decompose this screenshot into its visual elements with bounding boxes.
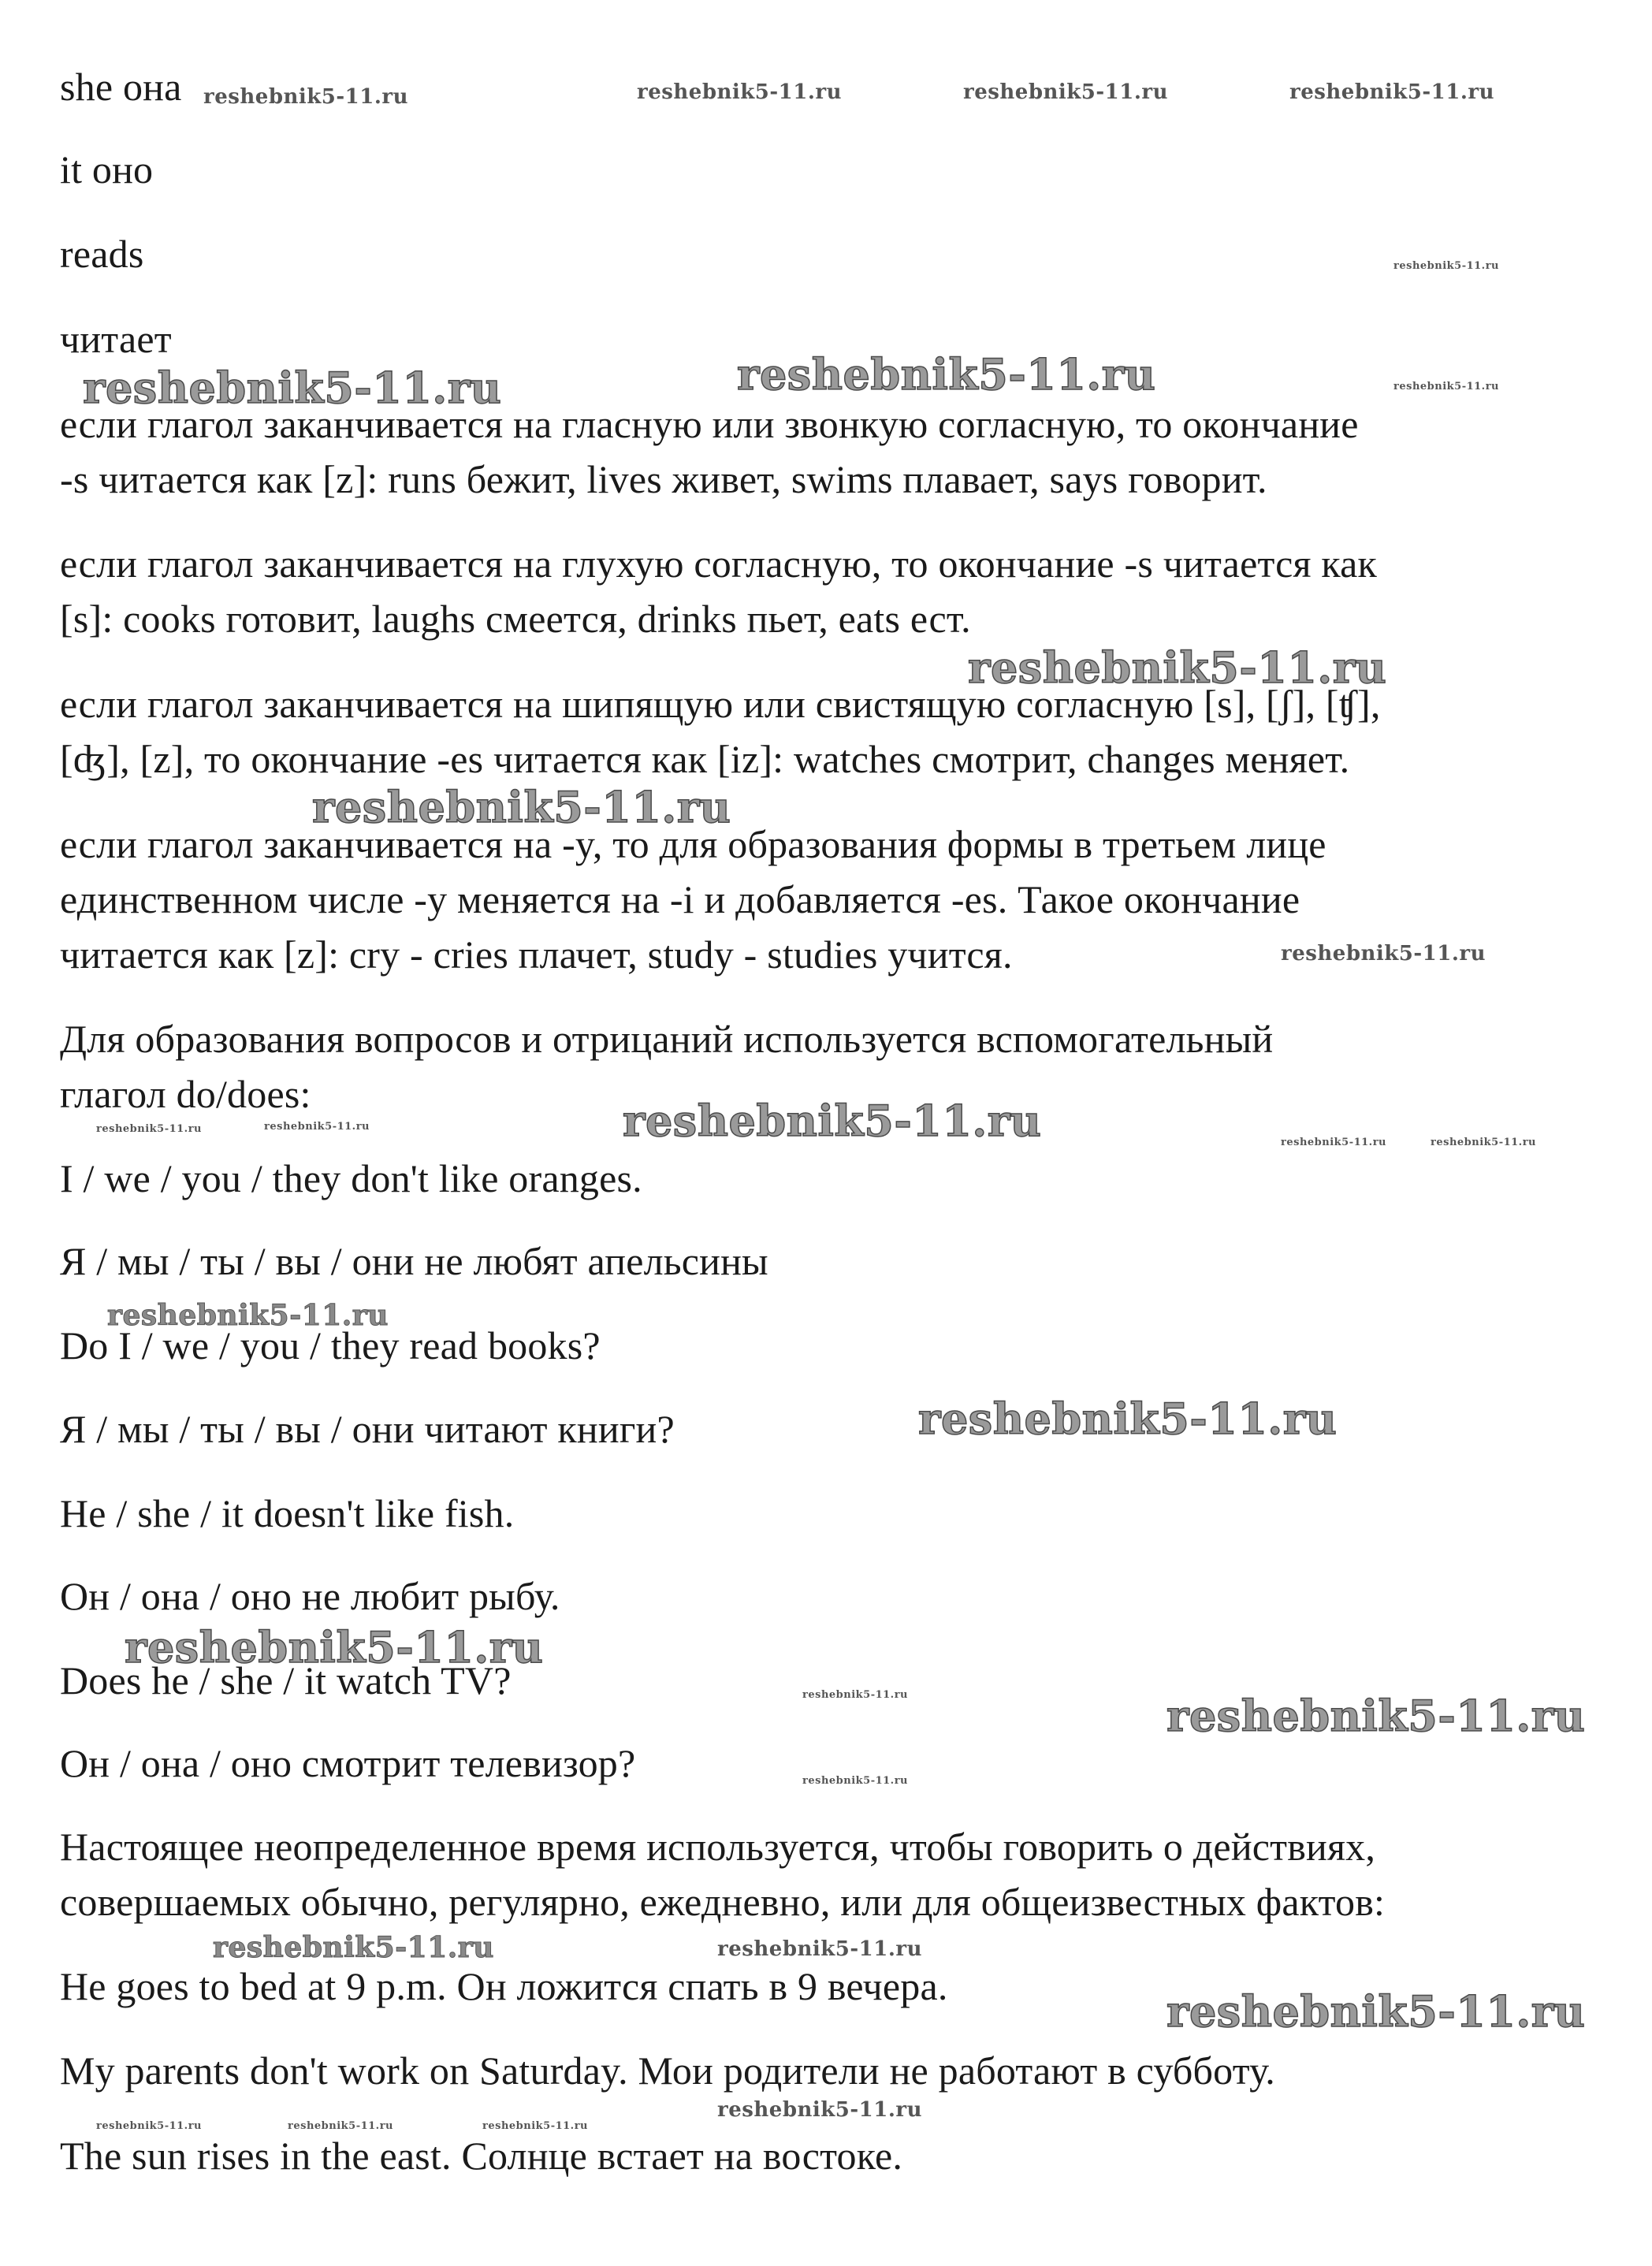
paragraph-line: Настоящее неопределенное время используется, чтобы говорить о действиях,	[60, 1825, 1376, 1869]
watermark: reshebnik5-11.ru	[83, 363, 502, 413]
paragraph-line: Для образования вопросов и отрицаний используется вспомогательный	[60, 1017, 1274, 1061]
watermark: reshebnik5-11.ru	[623, 1096, 1042, 1146]
watermark: reshebnik5-11.ru	[264, 1121, 370, 1133]
paragraph-line: если глагол заканчивается на гласную или звонкую согласную, то окончание	[60, 402, 1359, 446]
paragraph-line: [ʤ], [z], то окончание -es читается как [iz]: watches смотрит, changes меняет.	[60, 737, 1350, 781]
watermark: reshebnik5-11.ru	[737, 349, 1156, 400]
paragraph-line: читается как [z]: cry - cries плачет, study - studies учится.	[60, 932, 1013, 977]
text-line: Я / мы / ты / вы / они не любят апельсины	[60, 1239, 768, 1283]
text-line: Он / она / оно смотрит телевизор?	[60, 1741, 636, 1785]
paragraph-line: -s читается как [z]: runs бежит, lives живет, swims плавает, says говорит.	[60, 457, 1267, 501]
watermark: reshebnik5-11.ru	[125, 1622, 544, 1673]
watermark: reshebnik5-11.ru	[482, 2120, 589, 2132]
text-line: My parents don't work on Saturday. Мои родители не работают в субботу.	[60, 2048, 1275, 2093]
text-line: Do I / we / you / they read books?	[60, 1323, 601, 1367]
text-line: I / we / you / they don't like oranges.	[60, 1156, 642, 1200]
watermark: reshebnik5-11.ru	[107, 1299, 389, 1332]
watermark: reshebnik5-11.ru	[213, 1931, 494, 1964]
watermark: reshebnik5-11.ru	[96, 1123, 203, 1135]
text-line: читает	[60, 317, 172, 361]
text-line: He / she / it doesn't like fish.	[60, 1491, 515, 1535]
watermark: reshebnik5-11.ru	[312, 782, 731, 832]
text-line: The sun rises in the east. Солнце встает на востоке.	[60, 2134, 903, 2178]
paragraph-line: если глагол заканчивается на шипящую или свистящую согласную [s], [ʃ], [ʧ],	[60, 682, 1381, 726]
text-line: Does he / she / it watch TV?	[60, 1658, 512, 1702]
paragraph-line: если глагол заканчивается на глухую согласную, то окончание -s читается как	[60, 541, 1378, 586]
watermark: reshebnik5-11.ru	[1281, 1137, 1387, 1148]
watermark: reshebnik5-11.ru	[1281, 942, 1486, 966]
text-line: it оно	[60, 147, 154, 192]
text-line: she она	[60, 65, 182, 109]
paragraph	[60, 396, 1359, 507]
watermark: reshebnik5-11.ru	[288, 2120, 394, 2132]
watermark: reshebnik5-11.ru	[637, 80, 843, 104]
paragraph	[60, 676, 1381, 787]
paragraph	[60, 1819, 1385, 1929]
paragraph-line: совершаемых обычно, регулярно, ежедневно, или для общеизвестных фактов:	[60, 1880, 1386, 1924]
watermark: reshebnik5-11.ru	[717, 2098, 923, 2122]
paragraph-line: глагол do/does:	[60, 1072, 311, 1116]
text-line: Я / мы / ты / вы / они читают книги?	[60, 1407, 675, 1451]
watermark: reshebnik5-11.ru	[717, 1937, 923, 1961]
text-line: He goes to bed at 9 p.m. Он ложится спать в 9 вечера.	[60, 1964, 948, 2008]
text-line: Он / она / оно не любит рыбу.	[60, 1574, 560, 1618]
watermark: reshebnik5-11.ru	[1431, 1137, 1537, 1148]
watermark: reshebnik5-11.ru	[1166, 1986, 1586, 2037]
paragraph-line: если глагол заканчивается на -y, то для образования формы в третьем лице	[60, 822, 1326, 866]
watermark: reshebnik5-11.ru	[1166, 1691, 1586, 1741]
watermark: reshebnik5-11.ru	[203, 85, 409, 109]
watermark: reshebnik5-11.ru	[968, 642, 1387, 693]
watermark: reshebnik5-11.ru	[96, 2120, 203, 2132]
watermark: reshebnik5-11.ru	[1393, 381, 1500, 393]
paragraph-line: [s]: cooks готовит, laughs смеется, drinks пьет, eats ест.	[60, 597, 971, 641]
paragraph	[60, 536, 1377, 646]
watermark: reshebnik5-11.ru	[1393, 260, 1500, 272]
watermark: reshebnik5-11.ru	[802, 1689, 909, 1701]
watermark: reshebnik5-11.ru	[918, 1393, 1338, 1444]
text-line: reads	[60, 232, 144, 276]
watermark: reshebnik5-11.ru	[963, 80, 1169, 104]
watermark: reshebnik5-11.ru	[1289, 80, 1495, 104]
paragraph	[60, 1011, 1273, 1122]
watermark: reshebnik5-11.ru	[802, 1775, 909, 1787]
paragraph-line: единственном числе -y меняется на -i и добавляется -es. Такое окончание	[60, 877, 1300, 921]
paragraph	[60, 817, 1326, 982]
